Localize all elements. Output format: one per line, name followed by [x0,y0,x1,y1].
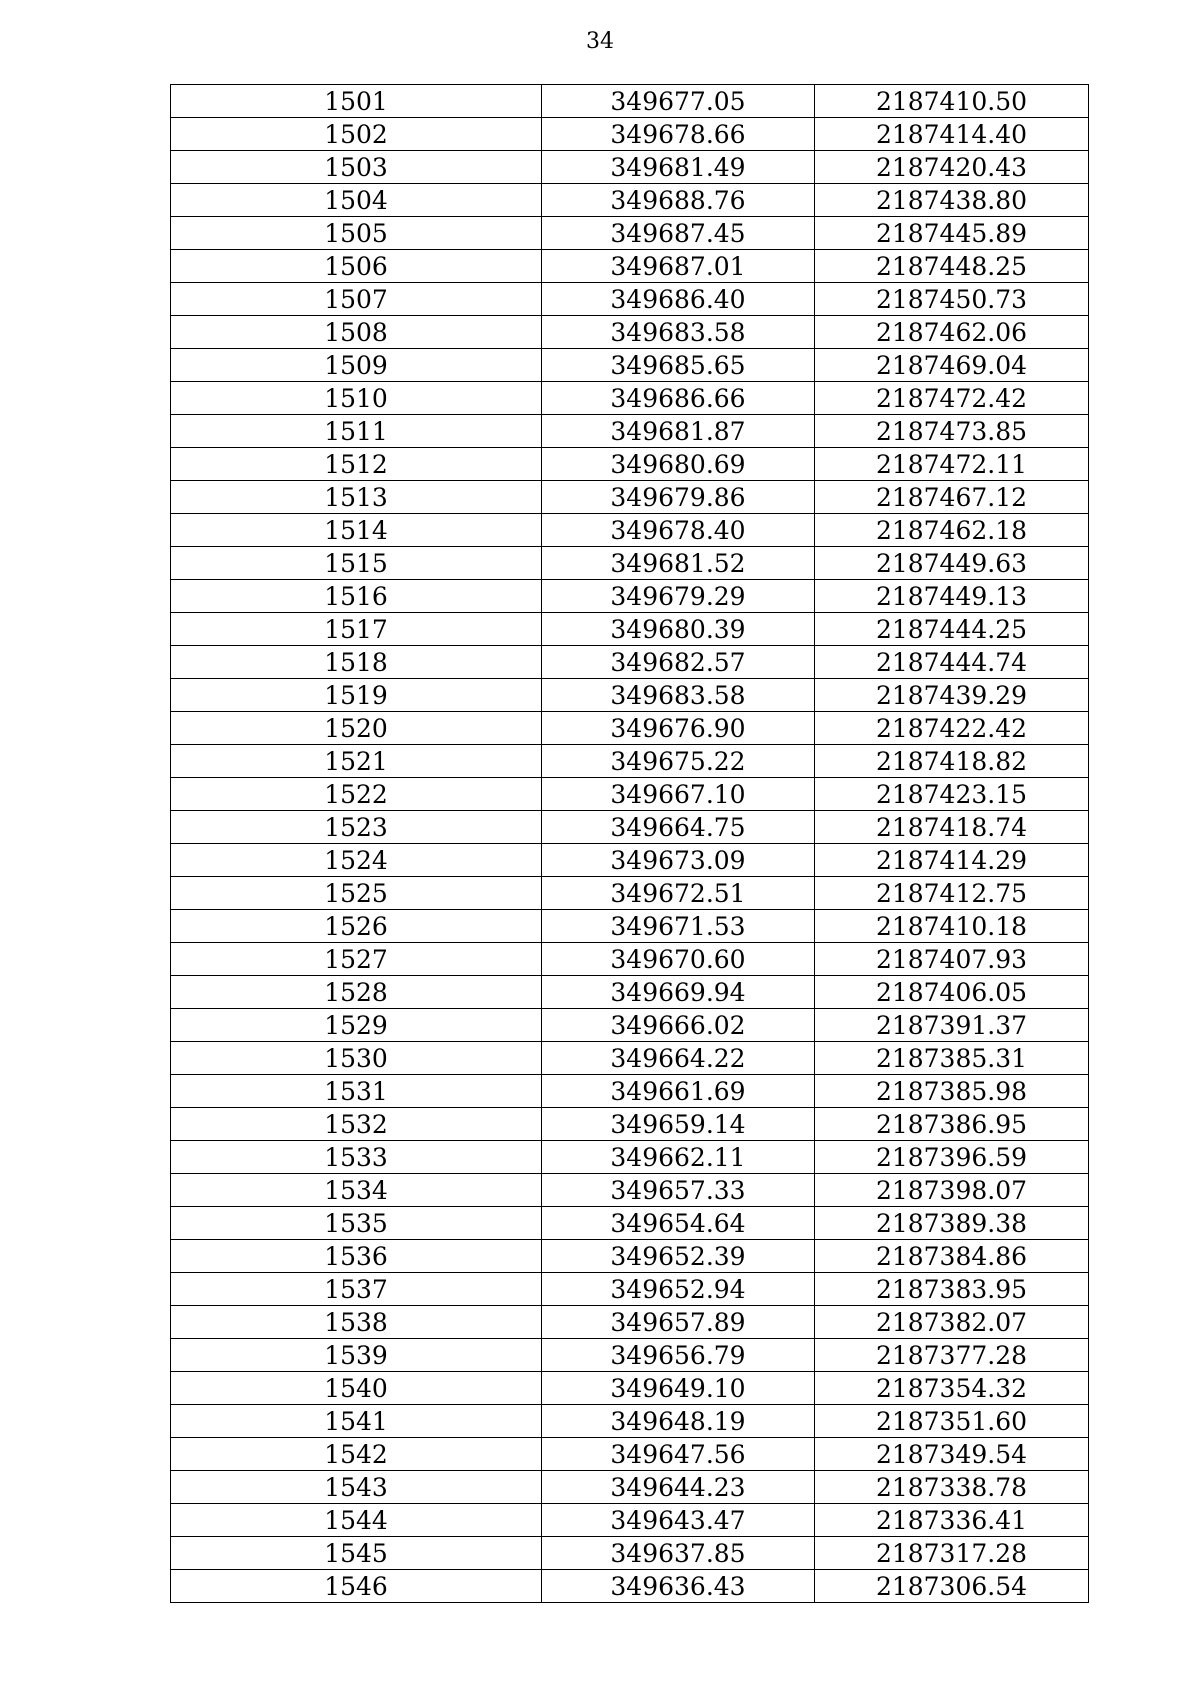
table-row [171,976,1089,1009]
point-number-cell: 1517 [171,613,542,646]
y-coordinate-cell: 2187449.63 [815,547,1089,580]
x-coordinate-cell: 349636.43 [542,1570,815,1603]
y-coordinate-cell: 2187412.75 [815,877,1089,910]
point-number-cell: 1506 [171,250,542,283]
x-coordinate-cell: 349644.23 [542,1471,815,1504]
table-row [171,514,1089,547]
x-coordinate-cell: 349652.39 [542,1240,815,1273]
point-number-cell: 1538 [171,1306,542,1339]
point-number-cell: 1515 [171,547,542,580]
table-row [171,1504,1089,1537]
point-number-cell: 1519 [171,679,542,712]
point-number-cell: 1513 [171,481,542,514]
point-number-cell: 1535 [171,1207,542,1240]
page-number: 34 [586,29,614,54]
point-number-cell: 1533 [171,1141,542,1174]
y-coordinate-cell: 2187385.98 [815,1075,1089,1108]
point-number-cell: 1534 [171,1174,542,1207]
x-coordinate-cell: 349673.09 [542,844,815,877]
y-coordinate-cell: 2187384.86 [815,1240,1089,1273]
table-row [171,217,1089,250]
table-row [171,151,1089,184]
point-number-cell: 1503 [171,151,542,184]
point-number-cell: 1522 [171,778,542,811]
y-coordinate-cell: 2187349.54 [815,1438,1089,1471]
table-row [171,1174,1089,1207]
point-number-cell: 1529 [171,1009,542,1042]
table-row [171,877,1089,910]
x-coordinate-cell: 349670.60 [542,943,815,976]
x-coordinate-cell: 349681.52 [542,547,815,580]
table-row [171,1339,1089,1372]
x-coordinate-cell: 349654.64 [542,1207,815,1240]
y-coordinate-cell: 2187396.59 [815,1141,1089,1174]
x-coordinate-cell: 349686.66 [542,382,815,415]
table-row [171,1207,1089,1240]
point-number-cell: 1526 [171,910,542,943]
point-number-cell: 1523 [171,811,542,844]
y-coordinate-cell: 2187317.28 [815,1537,1089,1570]
x-coordinate-cell: 349683.58 [542,679,815,712]
x-coordinate-cell: 349686.40 [542,283,815,316]
point-number-cell: 1508 [171,316,542,349]
table-row [171,316,1089,349]
x-coordinate-cell: 349662.11 [542,1141,815,1174]
point-number-cell: 1505 [171,217,542,250]
x-coordinate-cell: 349637.85 [542,1537,815,1570]
y-coordinate-cell: 2187462.06 [815,316,1089,349]
table-row [171,448,1089,481]
point-number-cell: 1537 [171,1273,542,1306]
point-number-cell: 1520 [171,712,542,745]
table-row [171,646,1089,679]
table-row [171,580,1089,613]
y-coordinate-cell: 2187439.29 [815,679,1089,712]
table-row [171,745,1089,778]
y-coordinate-cell: 2187422.42 [815,712,1089,745]
point-number-cell: 1510 [171,382,542,415]
table-row [171,547,1089,580]
point-number-cell: 1543 [171,1471,542,1504]
point-number-cell: 1544 [171,1504,542,1537]
table-row [171,1570,1089,1603]
y-coordinate-cell: 2187418.74 [815,811,1089,844]
table-row [171,349,1089,382]
x-coordinate-cell: 349664.22 [542,1042,815,1075]
y-coordinate-cell: 2187383.95 [815,1273,1089,1306]
point-number-cell: 1545 [171,1537,542,1570]
point-number-cell: 1501 [171,85,542,118]
y-coordinate-cell: 2187418.82 [815,745,1089,778]
table-row [171,415,1089,448]
point-number-cell: 1509 [171,349,542,382]
point-number-cell: 1518 [171,646,542,679]
y-coordinate-cell: 2187469.04 [815,349,1089,382]
x-coordinate-cell: 349676.90 [542,712,815,745]
x-coordinate-cell: 349680.39 [542,613,815,646]
x-coordinate-cell: 349661.69 [542,1075,815,1108]
y-coordinate-cell: 2187354.32 [815,1372,1089,1405]
y-coordinate-cell: 2187377.28 [815,1339,1089,1372]
point-number-cell: 1532 [171,1108,542,1141]
table-row [171,481,1089,514]
table-row [171,1141,1089,1174]
x-coordinate-cell: 349682.57 [542,646,815,679]
point-number-cell: 1536 [171,1240,542,1273]
x-coordinate-cell: 349657.89 [542,1306,815,1339]
table-row [171,1108,1089,1141]
table-row [171,1075,1089,1108]
y-coordinate-cell: 2187448.25 [815,250,1089,283]
point-number-cell: 1521 [171,745,542,778]
x-coordinate-cell: 349652.94 [542,1273,815,1306]
y-coordinate-cell: 2187414.29 [815,844,1089,877]
table-row [171,613,1089,646]
y-coordinate-cell: 2187467.12 [815,481,1089,514]
y-coordinate-cell: 2187351.60 [815,1405,1089,1438]
table-row [171,943,1089,976]
y-coordinate-cell: 2187444.74 [815,646,1089,679]
point-number-cell: 1542 [171,1438,542,1471]
point-number-cell: 1507 [171,283,542,316]
table-row [171,1537,1089,1570]
y-coordinate-cell: 2187389.38 [815,1207,1089,1240]
x-coordinate-cell: 349643.47 [542,1504,815,1537]
x-coordinate-cell: 349667.10 [542,778,815,811]
x-coordinate-cell: 349647.56 [542,1438,815,1471]
table-row [171,1042,1089,1075]
y-coordinate-cell: 2187306.54 [815,1570,1089,1603]
table-row [171,910,1089,943]
y-coordinate-cell: 2187410.18 [815,910,1089,943]
x-coordinate-cell: 349649.10 [542,1372,815,1405]
point-number-cell: 1512 [171,448,542,481]
y-coordinate-cell: 2187410.50 [815,85,1089,118]
x-coordinate-cell: 349679.86 [542,481,815,514]
table-row [171,1273,1089,1306]
table-row [171,184,1089,217]
table-row [171,1405,1089,1438]
x-coordinate-cell: 349664.75 [542,811,815,844]
y-coordinate-cell: 2187444.25 [815,613,1089,646]
x-coordinate-cell: 349678.66 [542,118,815,151]
y-coordinate-cell: 2187406.05 [815,976,1089,1009]
y-coordinate-cell: 2187398.07 [815,1174,1089,1207]
x-coordinate-cell: 349680.69 [542,448,815,481]
x-coordinate-cell: 349681.87 [542,415,815,448]
table-row [171,283,1089,316]
table-row [171,811,1089,844]
table-row [171,1471,1089,1504]
point-number-cell: 1528 [171,976,542,1009]
coordinates-table-body [171,85,1089,1603]
y-coordinate-cell: 2187450.73 [815,283,1089,316]
x-coordinate-cell: 349671.53 [542,910,815,943]
y-coordinate-cell: 2187407.93 [815,943,1089,976]
point-number-cell: 1524 [171,844,542,877]
y-coordinate-cell: 2187462.18 [815,514,1089,547]
point-number-cell: 1514 [171,514,542,547]
table-row [171,1240,1089,1273]
x-coordinate-cell: 349657.33 [542,1174,815,1207]
y-coordinate-cell: 2187473.85 [815,415,1089,448]
x-coordinate-cell: 349669.94 [542,976,815,1009]
point-number-cell: 1504 [171,184,542,217]
table-row [171,844,1089,877]
y-coordinate-cell: 2187336.41 [815,1504,1089,1537]
x-coordinate-cell: 349688.76 [542,184,815,217]
point-number-cell: 1541 [171,1405,542,1438]
table-row [171,250,1089,283]
y-coordinate-cell: 2187449.13 [815,580,1089,613]
y-coordinate-cell: 2187414.40 [815,118,1089,151]
table-row [171,1306,1089,1339]
table-row [171,778,1089,811]
y-coordinate-cell: 2187438.80 [815,184,1089,217]
y-coordinate-cell: 2187445.89 [815,217,1089,250]
x-coordinate-cell: 349675.22 [542,745,815,778]
point-number-cell: 1502 [171,118,542,151]
x-coordinate-cell: 349678.40 [542,514,815,547]
x-coordinate-cell: 349687.01 [542,250,815,283]
table-row [171,85,1089,118]
table-row [171,679,1089,712]
point-number-cell: 1530 [171,1042,542,1075]
table-row [171,1009,1089,1042]
y-coordinate-cell: 2187472.42 [815,382,1089,415]
y-coordinate-cell: 2187391.37 [815,1009,1089,1042]
y-coordinate-cell: 2187386.95 [815,1108,1089,1141]
point-number-cell: 1527 [171,943,542,976]
x-coordinate-cell: 349685.65 [542,349,815,382]
x-coordinate-cell: 349683.58 [542,316,815,349]
coordinates-table [170,84,1089,1603]
point-number-cell: 1531 [171,1075,542,1108]
point-number-cell: 1525 [171,877,542,910]
x-coordinate-cell: 349681.49 [542,151,815,184]
y-coordinate-cell: 2187338.78 [815,1471,1089,1504]
x-coordinate-cell: 349659.14 [542,1108,815,1141]
x-coordinate-cell: 349672.51 [542,877,815,910]
y-coordinate-cell: 2187423.15 [815,778,1089,811]
y-coordinate-cell: 2187385.31 [815,1042,1089,1075]
x-coordinate-cell: 349677.05 [542,85,815,118]
x-coordinate-cell: 349648.19 [542,1405,815,1438]
table-row [171,712,1089,745]
x-coordinate-cell: 349687.45 [542,217,815,250]
table-row [171,1372,1089,1405]
point-number-cell: 1511 [171,415,542,448]
point-number-cell: 1539 [171,1339,542,1372]
x-coordinate-cell: 349679.29 [542,580,815,613]
y-coordinate-cell: 2187472.11 [815,448,1089,481]
point-number-cell: 1540 [171,1372,542,1405]
x-coordinate-cell: 349656.79 [542,1339,815,1372]
y-coordinate-cell: 2187382.07 [815,1306,1089,1339]
y-coordinate-cell: 2187420.43 [815,151,1089,184]
table-row [171,1438,1089,1471]
table-row [171,382,1089,415]
point-number-cell: 1546 [171,1570,542,1603]
x-coordinate-cell: 349666.02 [542,1009,815,1042]
table-row [171,118,1089,151]
point-number-cell: 1516 [171,580,542,613]
